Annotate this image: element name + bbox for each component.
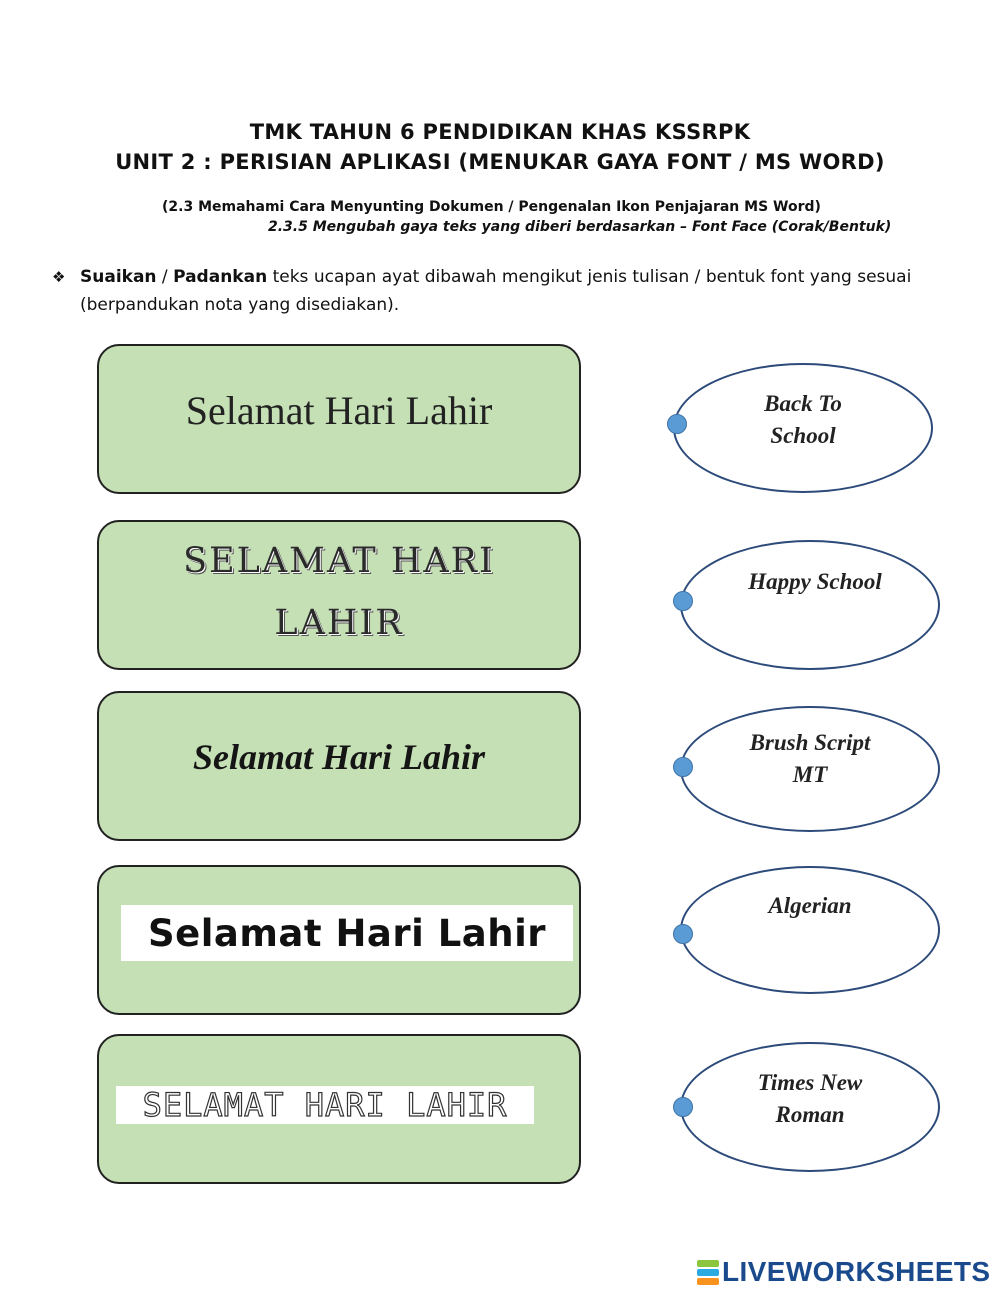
unit-title: UNIT 2 : PERISIAN APLIKASI (MENUKAR GAYA FONT / MS WORD)	[115, 150, 885, 174]
sample-text: Selamat Hari Lahir	[185, 387, 493, 433]
sample-text: Selamat Hari Lahir	[147, 911, 547, 955]
match-dot-2[interactable]	[673, 591, 693, 611]
worksheet-title: TMK TAHUN 6 PENDIDIKAN KHAS KSSRPK	[249, 120, 751, 144]
font-option-label: Happy School	[748, 569, 882, 594]
liveworksheets-logo	[697, 1256, 991, 1288]
diamond-bullet-icon: ❖	[52, 268, 66, 286]
instruction: ❖ Suaikan / Padankan teks ucapan ayat dibawah mengikut jenis tulisan / bentuk font yang sesuai (berpandukan nota yang disediakan).	[52, 263, 982, 319]
instruction-text: teks ucapan ayat dibawah mengikut jenis tulisan / bentuk font yang sesuai	[267, 267, 912, 287]
font-option-2[interactable]	[680, 540, 940, 670]
sample-text: Selamat Hari Lahir	[192, 737, 486, 777]
font-option-label: Algerian	[768, 893, 852, 918]
sample-box-1	[97, 344, 581, 494]
match-dot-5[interactable]	[673, 1097, 693, 1117]
match-dot-3[interactable]	[673, 757, 693, 777]
sample-text: SELAMAT HARI LAHIR	[142, 1086, 508, 1124]
match-dot-4[interactable]	[673, 924, 693, 944]
sample-highlight	[121, 905, 573, 961]
instruction-verb-2: Padankan	[173, 267, 268, 287]
liveworksheets-logo-icon	[697, 1259, 719, 1286]
font-option-label: Back To School	[764, 391, 842, 448]
font-option-label: Brush Script MT	[749, 730, 871, 787]
learning-objective: 2.3.5 Mengubah gaya teks yang diberi berdasarkan – Font Face (Corak/Bentuk)	[268, 219, 892, 235]
sample-box-4	[97, 865, 581, 1015]
sample-text: SELAMAT HARI	[183, 541, 495, 581]
sample-box-5	[97, 1034, 581, 1184]
learning-standard: (2.3 Memahami Cara Menyunting Dokumen / Pengenalan Ikon Penjajaran MS Word)	[162, 199, 821, 215]
sample-text: LAHIR	[274, 603, 404, 643]
sample-box-2	[97, 520, 581, 670]
font-option-4[interactable]	[680, 866, 940, 994]
instruction-verb-1: Suaikan	[80, 267, 157, 287]
instruction-note: (berpandukan nota yang disediakan).	[80, 295, 400, 315]
brand-name: LIVEWORKSHEETS	[722, 1256, 991, 1287]
font-option-label: Times New Roman	[757, 1070, 863, 1127]
match-dot-1[interactable]	[667, 414, 687, 434]
sample-highlight	[116, 1086, 534, 1124]
sample-box-3	[97, 691, 581, 841]
